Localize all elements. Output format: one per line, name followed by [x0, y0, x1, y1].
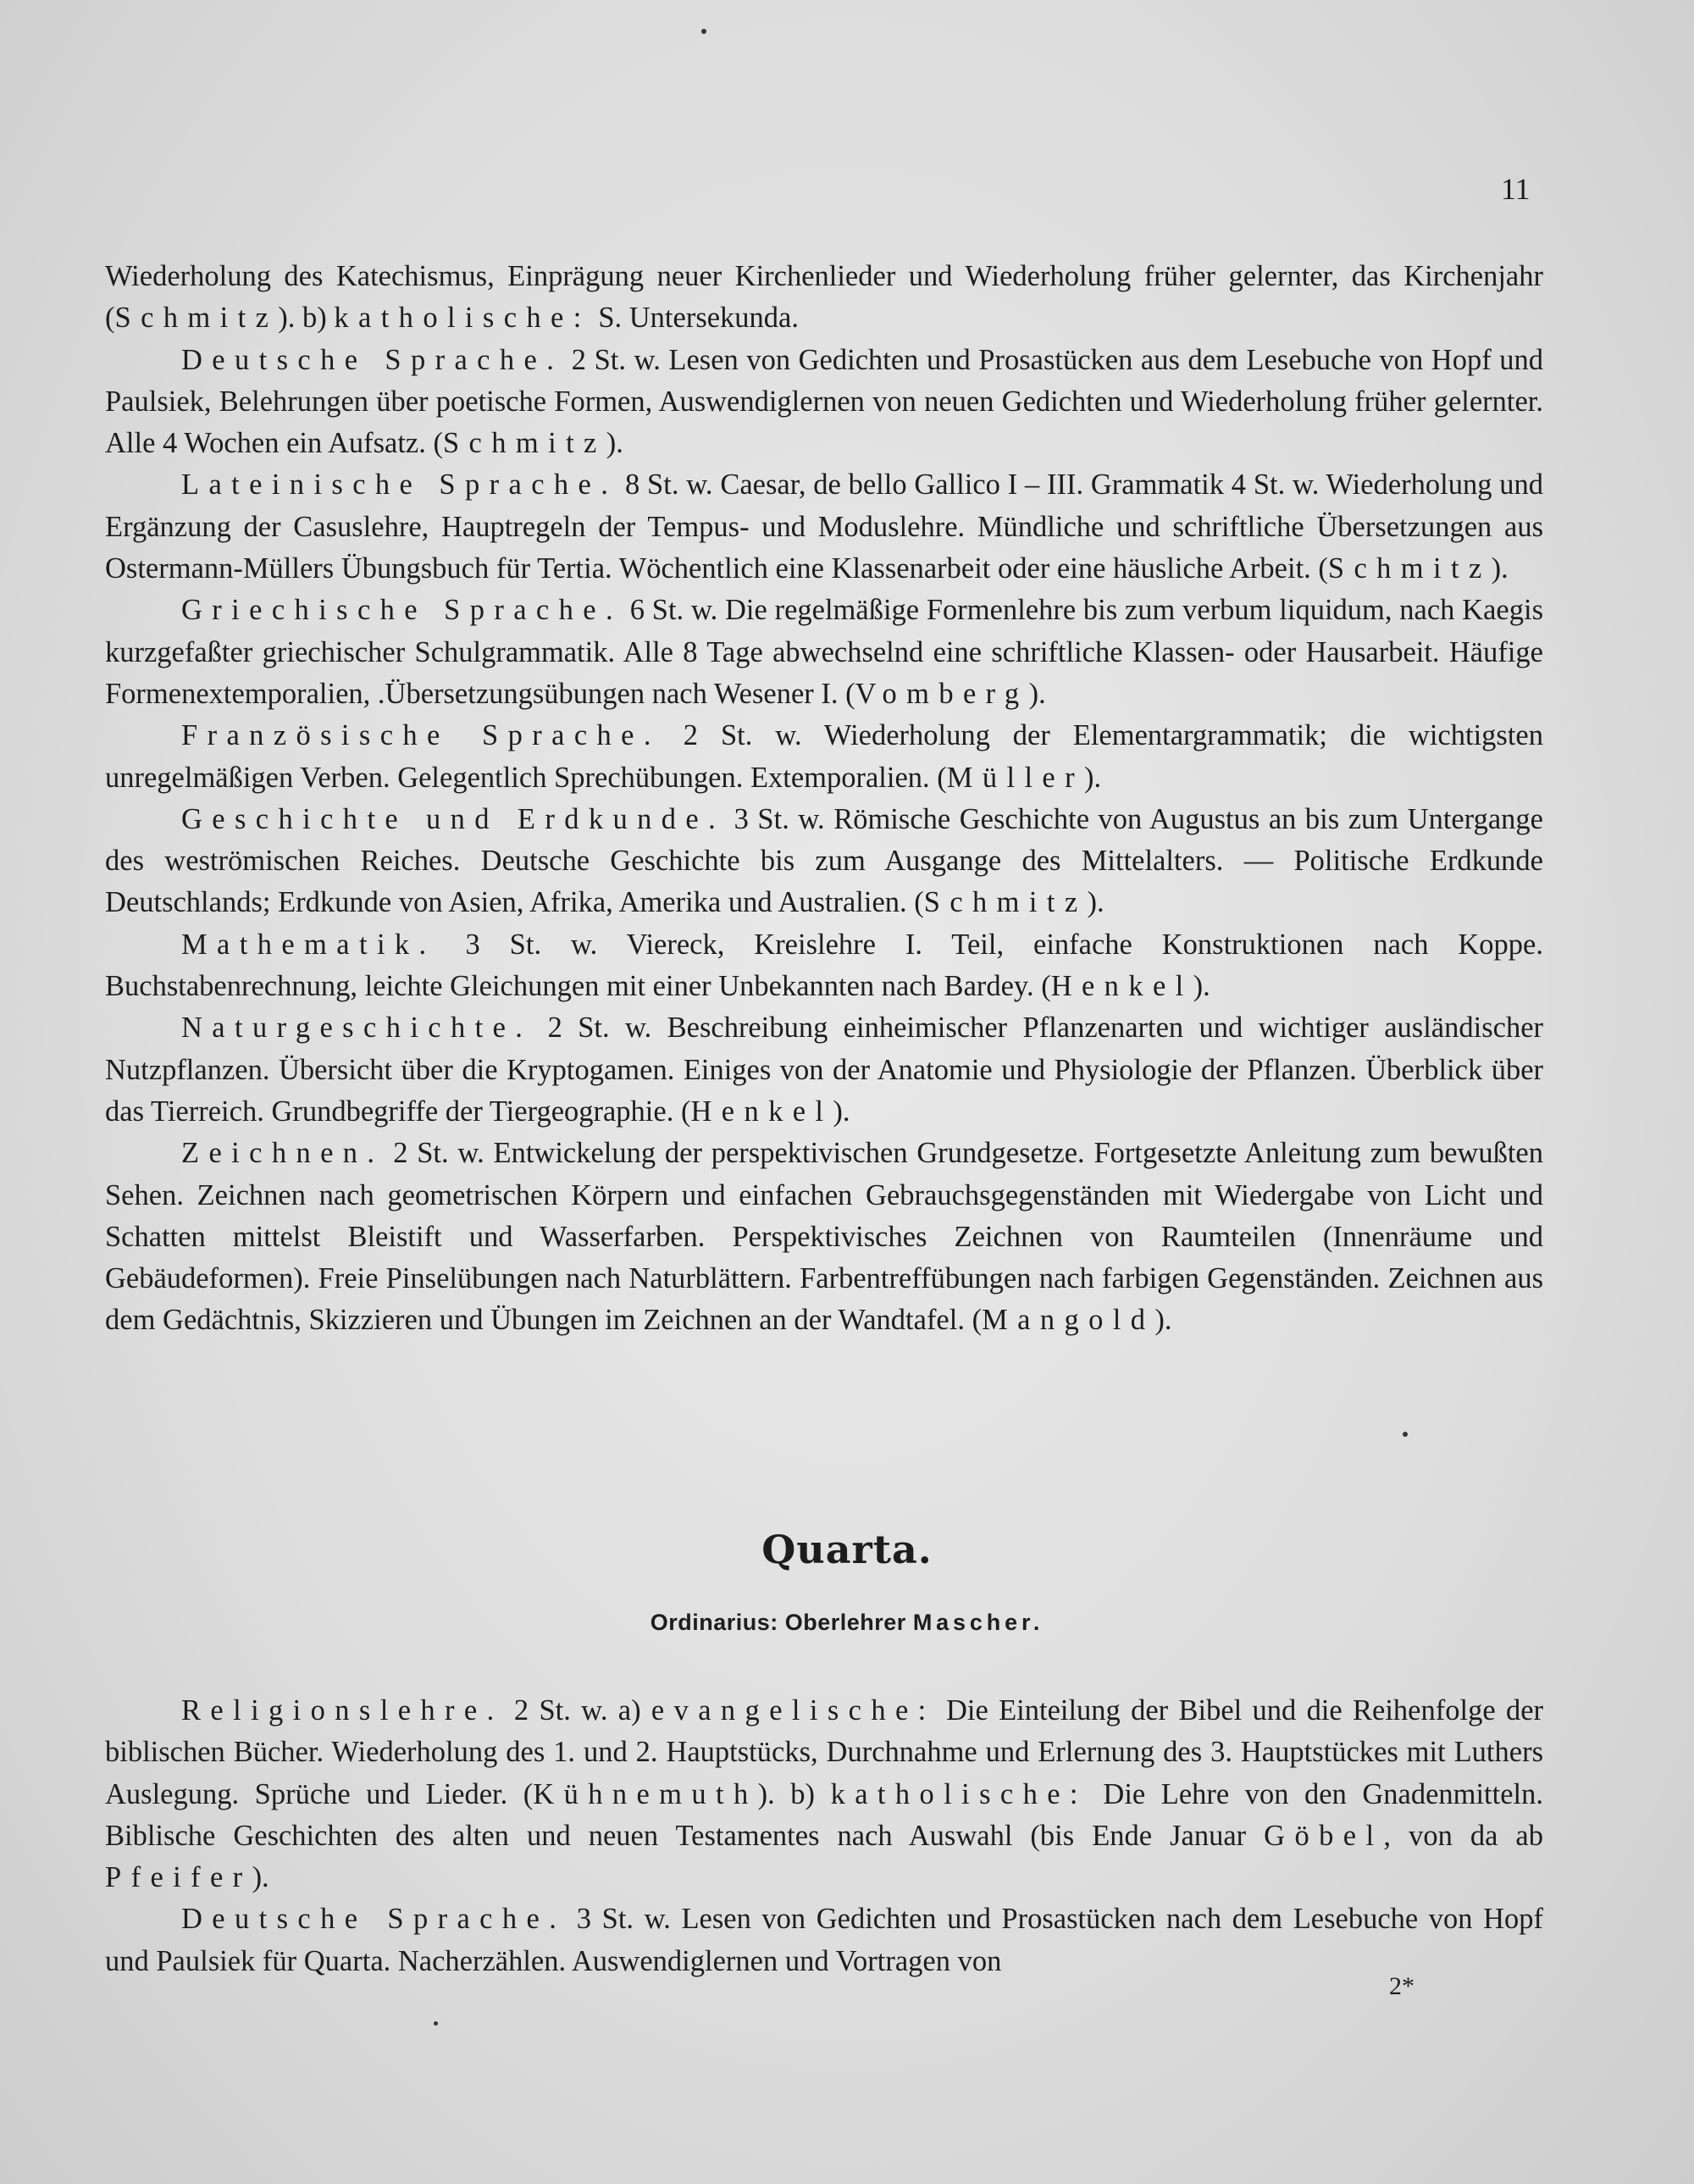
paragraph	[105, 1690, 1543, 1899]
paragraph	[105, 715, 1543, 799]
ordinarius-line	[0, 1610, 1694, 1636]
paragraph-text: ).	[1087, 886, 1104, 919]
spaced-term: Naturgeschichte.	[181, 1012, 533, 1045]
spaced-term: Schmitz	[1327, 552, 1492, 585]
paragraph	[105, 590, 1543, 715]
signature-mark: 2*	[1389, 1972, 1414, 2000]
spaced-term: Vomberg	[855, 677, 1029, 710]
paragraph-text: 3 St. w. Römische Geschichte von Augustus an bis zum Untergange des weströmischen Reiches. Deutsche Geschichte bis zum Ausgange des Mittelalters. — Politische Erdkunde Deutschlands; Erdkunde von Asien, Afrika, Amerika und Australien. (	[105, 802, 1543, 919]
paragraph-text: ).	[1154, 1304, 1172, 1337]
paragraph-text: ).	[606, 427, 623, 460]
paragraph-text: ).	[252, 1861, 269, 1894]
print-speck	[1403, 1432, 1408, 1437]
paragraph-text: Die Einteilung der Bibel und die Reihenfolge der biblischen Bücher. Wiederholung des 1. und 2. Hauptstücks, Durchnahme und Erlernung des 3. Hauptstückes mit Luthers Auslegung. Sprüche und Lieder. (	[105, 1694, 1543, 1810]
spaced-term: Französische Sprache.	[181, 719, 661, 752]
paragraph	[105, 799, 1543, 924]
paragraph	[105, 340, 1543, 465]
paragraph-text: ). b)	[757, 1777, 831, 1810]
paragraph-text: 2 St. w. Beschreibung einheimischer Pflanzenarten und wichtiger ausländischer Nutzpflanzen. Übersicht über die Kryptogamen. Einiges von der Anatomie und Physiologie der Pflanzen. Überblick über das Tierreich. Grundbegriffe der Tiergeographie. (	[105, 1012, 1543, 1128]
spaced-term: Deutsche Sprache.	[181, 343, 564, 376]
paragraph-text: Die Lehre von den Gnadenmitteln. Biblische Geschichten des alten und neuen Testamentes nach Auswahl (bis Ende Januar	[105, 1777, 1544, 1852]
spaced-term: Kühnemuth	[533, 1777, 758, 1810]
paragraph-text: 2 St. w. Lesen von Gedichten und Prosastücken aus dem Lesebuche von Hopf und Paulsiek, Belehrungen über poetische Formen, Auswendiglernen von neuen Gedichten und Wiederholung früher gelernter. Alle 4 Wochen ein Aufsatz. (	[105, 343, 1543, 460]
spaced-term: Henkel	[690, 1095, 833, 1128]
bottom-text-block	[105, 1690, 1543, 1982]
spaced-term: Geschichte und Erdkunde.	[181, 802, 726, 835]
spaced-term: Pfeifer	[105, 1861, 252, 1894]
paragraph-text: S. Untersekunda.	[590, 302, 799, 335]
spaced-term: Griechische Sprache.	[181, 594, 623, 627]
paragraph-text: 3 St. w. Lesen von Gedichten und Prosastücken nach dem Lesebuche von Hopf und Paulsiek für Quarta. Nacherzählen. Auswendiglernen und Vortragen von	[105, 1903, 1544, 1977]
section-title: Quarta.	[761, 1527, 933, 1572]
spaced-term: Schmitz	[114, 302, 279, 335]
spaced-term: katholische:	[830, 1777, 1088, 1810]
spaced-term: Lateinische Sprache.	[181, 468, 618, 502]
print-speck	[434, 2021, 438, 2026]
paragraph-text: 3 St. w. Viereck, Kreislehre I. Teil, einfache Konstruktionen nach Koppe. Buchstabenrechnung, leichte Gleichungen mit einer Unbekannten nach Bardey. (	[105, 928, 1543, 1003]
spaced-term: evangelische:	[650, 1694, 936, 1727]
spaced-term: Schmitz	[923, 886, 1088, 919]
paragraph-text: ).	[1028, 677, 1046, 710]
paragraph	[105, 924, 1543, 1008]
spaced-term: Religionslehre.	[181, 1694, 504, 1727]
top-text-block	[105, 256, 1543, 1342]
paragraph-text: ).	[1193, 970, 1210, 1003]
paragraph-text: 6 St. w. Die regelmäßige Formenlehre bis zum verbum liquidum, nach Kaegis kurzgefaßter griechischer Schulgrammatik. Alle 8 Tage abwechselnd eine schriftliche Klassen- oder Hausarbeit. Häufige Formenextemporalien, .Übersetzungsübungen nach Wesener I. (	[105, 594, 1543, 710]
paragraph-text: Wiederholung des Katechismus, Einprägung neuer Kirchenlieder und Wiederholung früher gelernter, das Kirchenjahr (	[105, 260, 1543, 335]
spaced-term: Zeichnen.	[181, 1137, 385, 1170]
paragraph-text: 8 St. w. Caesar, de bello Gallico I – III. Grammatik 4 St. w. Wiederholung und Ergänzung der Casuslehre, Hauptregeln der Tempus- und Moduslehre. Mündliche und schriftliche Übersetzungen aus Ostermann-Müllers Übungsbuch für Tertia. Wöchentlich eine Klassenarbeit oder eine häusliche Arbeit. (	[105, 468, 1543, 585]
print-speck	[701, 29, 706, 34]
spaced-term: Deutsche Sprache.	[181, 1903, 567, 1936]
paragraph-text: ). b)	[278, 302, 335, 335]
spaced-term: katholische:	[334, 302, 591, 335]
spaced-term: Mathematik.	[181, 928, 436, 961]
paragraph	[105, 1899, 1543, 1982]
spaced-term: Mangold	[982, 1304, 1155, 1337]
ordinarius-label: Ordinarius: Oberlehrer	[650, 1610, 906, 1635]
spaced-term: Müller	[946, 761, 1084, 794]
page-number: 11	[1501, 172, 1531, 206]
paragraph-text: 2 St. w. Wiederholung der Elementargrammatik; die wichtigsten unregelmäßigen Verben. Gelegentlich Sprechübungen. Extemporalien. (	[105, 719, 1543, 794]
ordinarius-name: Mascher.	[912, 1610, 1044, 1635]
paragraph	[105, 1007, 1543, 1133]
paragraph-text: ).	[833, 1095, 850, 1128]
paragraph-text: ).	[1491, 552, 1509, 585]
spaced-term: Henkel	[1050, 970, 1193, 1003]
paragraph-text: ).	[1084, 761, 1102, 794]
paragraph-text: 2 St. w. a)	[503, 1694, 651, 1727]
paragraph-text: 2 St. w. Entwickelung der perspektivischen Grundgesetze. Fortgesetzte Anleitung zum bewußten Sehen. Zeichnen nach geometrischen Körpern und einfachen Gebrauchsgegenständen mit Wiedergabe von Licht und Schatten mittelst Bleistift und Wasserfarben. Perspektivisches Zeichnen von Raumteilen (Innenräume und Gebäudeformen). Freie Pinselübungen nach Naturblättern. Farbentreffübungen nach farbigen Gegenständen. Zeichnen aus dem Gedächtnis, Skizzieren und Übungen im Zeichnen an der Wandtafel. (	[105, 1137, 1543, 1337]
spaced-term: Göbel	[1264, 1819, 1384, 1852]
paragraph	[105, 1133, 1543, 1341]
paragraph-text: , von da ab	[1383, 1819, 1543, 1852]
spaced-term: Schmitz	[442, 427, 606, 460]
paragraph	[105, 256, 1543, 340]
paragraph	[105, 464, 1543, 590]
